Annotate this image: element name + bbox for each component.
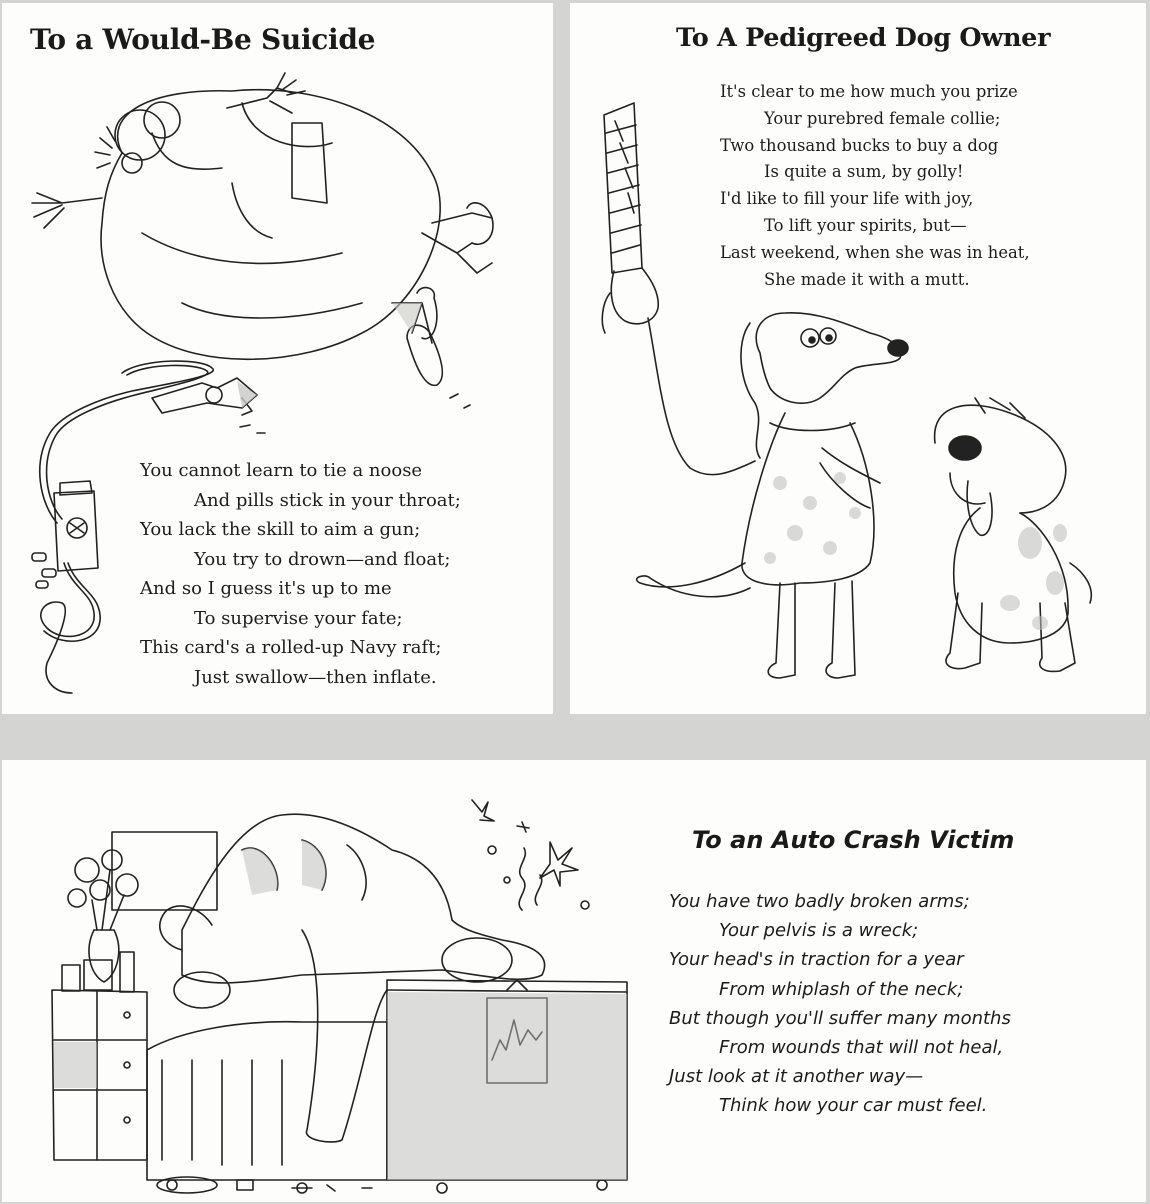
wrecked-car-bed-illustration: [2, 760, 662, 1202]
verse-line: Just look at it another way—: [669, 1066, 924, 1088]
verse-line: To lift your spirits, but—: [764, 215, 967, 235]
card-verse: [140, 456, 461, 692]
verse-line: She made it with a mutt.: [764, 269, 970, 289]
verse-line: Your head's in traction for a year: [669, 949, 964, 971]
verse-line: You try to drown—and float;: [194, 548, 451, 570]
verse-line: It's clear to me how much you prize: [720, 82, 1018, 101]
card-title: To A Pedigreed Dog Owner: [676, 23, 1051, 53]
verse-line: Your pelvis is a wreck;: [719, 920, 919, 942]
verse-line: From wounds that will not heal,: [719, 1036, 1004, 1058]
verse-line: And so I guess it's up to me: [140, 578, 392, 599]
verse-line: Two thousand bucks to buy a dog: [720, 135, 999, 155]
dogs-illustration: [570, 3, 1146, 714]
verse-line: You lack the skill to aim a gun;: [140, 519, 421, 540]
verse-line: But though you'll suffer many months: [669, 1007, 1011, 1029]
verse-line: Last weekend, when she was in heat,: [720, 242, 1030, 262]
verse-line: To supervise your fate;: [194, 607, 403, 629]
verse-line: You cannot learn to tie a noose: [140, 460, 423, 481]
verse-line: Your purebred female collie;: [764, 108, 1001, 128]
verse-line: Is quite a sum, by golly!: [764, 162, 964, 182]
verse-line: Think how your car must feel.: [719, 1095, 988, 1117]
verse-line: This card's a rolled-up Navy raft;: [140, 637, 442, 658]
verse-line: I'd like to fill your life with joy,: [720, 189, 974, 209]
verse-line: Just swallow—then inflate.: [194, 666, 437, 688]
verse-line: From whiplash of the neck;: [719, 978, 964, 1000]
card-auto-crash-victim: [2, 760, 1146, 1202]
card-verse: [669, 887, 1011, 1121]
card-title: To an Auto Crash Victim: [692, 826, 1015, 854]
verse-line: You have two badly broken arms;: [669, 891, 970, 912]
verse-line: And pills stick in your throat;: [194, 489, 461, 511]
card-pedigreed-dog-owner: [570, 3, 1146, 714]
card-would-be-suicide: [2, 3, 553, 714]
card-title: To a Would-Be Suicide: [30, 23, 376, 56]
